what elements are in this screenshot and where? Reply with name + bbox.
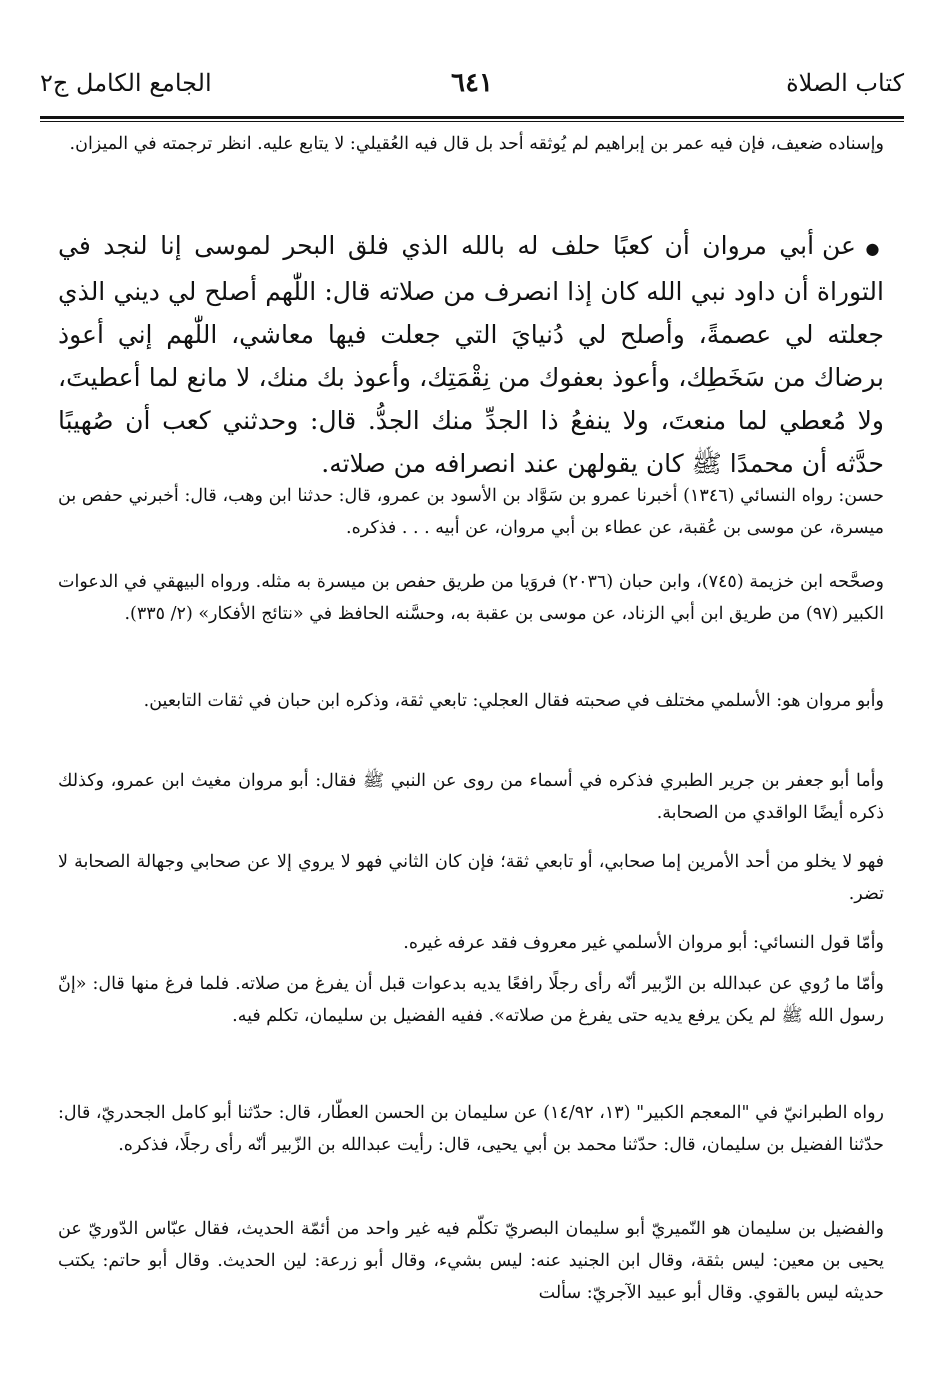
chapter-title: كتاب الصلاة: [786, 69, 904, 97]
paragraph-takhrij-2: وصحَّحه ابن خزيمة (٧٤٥)، وابن حبان (٢٠٣٦) فروَيا من طريق حفص بن ميسرة به مثله. ورواه البيهقي في الدعوات الكبير (٩٧) من طريق ابن أبي الزناد، عن موسى بن عقبة به، وحسَّنه الحافظ في «نتائج الأفكار» (٢/ ٣٣٥).: [58, 572, 885, 624]
paragraph-tabari: وأما أبو جعفر بن جرير الطبري فذكره في أسماء من روى عن النبي ﷺ فقال: أبو مروان مغيث ابن عمرو، وكذلك ذكره أيضًا الواقدي من الصحابة.: [58, 771, 884, 823]
page-number: ٦٤١: [451, 68, 493, 98]
paragraph-tabarani: رواه الطبرانيّ في "المعجم الكبير" (١٣، ١٤/٩٢) عن سليمان بن الحسن العطّار، قال: حدّثنا أبو كامل الجحدريّ، قال: حدّثنا الفضيل بن سليمان، قال: حدّثنا محمد بن أبي يحيى، قال: رأيت عبدالله بن الزّبير أنّه رأى رجلًا، فذكره.: [58, 1103, 885, 1155]
paragraph-nasai: وأمّا قول النسائي: أبو مروان الأسلمي غير معروف فقد عرفه غيره.: [403, 933, 884, 953]
paragraph-abu-marwan: وأبو مروان هو: الأسلمي مختلف في صحبته فقال العجلي: تابعي ثقة، وذكره ابن حبان في ثقات التابعين.: [143, 691, 884, 711]
paragraph-isnad-note: وإسناده ضعيف، فإن فيه عمر بن إبراهيم لم يُوثقه أحد بل قال فيه العُقيلي: لا يتابع عليه. انظر ترجمته في الميزان.: [69, 134, 884, 154]
header-rule-thick: [40, 116, 904, 119]
running-header: [40, 66, 904, 112]
header-rule-thin: [40, 121, 904, 122]
paragraph-takhrij-1: حسن: رواه النسائي (١٣٤٦) أخبرنا عمرو بن سَوَّاد بن الأسود بن عمرو، قال: حدثنا ابن وهب، قال: أخبرني حفص بن ميسرة، عن موسى بن عُقبة، عن عطاء بن أبي مروان، عن أبيه . . . فذكره.: [58, 486, 884, 538]
paragraph-fudail: والفضيل بن سليمان هو النّميريّ أبو سليمان البصريّ تكلّم فيه غير واحد من أئمّة الحديث، فقال عبّاس الدّوريّ عن يحيى بن معين: ليس بثقة، وقال ابن الجنيد عنه: ليس بشيء، وقال أبو زرعة: لين الحديث. وقال أبو حاتم: يكتب حديثه ليس بالقوي. وقال أبو عبيد الآجريّ: سألت: [58, 1219, 884, 1303]
paragraph-hadith-main: [58, 224, 884, 485]
paragraph-conclusion: فهو لا يخلو من أحد الأمرين إما صحابي، أو تابعي ثقة؛ فإن كان الثاني فهو لا يروي إلا عن صحابي وجهالة الصحابة لا تضر.: [58, 852, 884, 904]
bullet-icon: [856, 231, 884, 260]
paragraph-ibn-zubair: وأمّا ما رُوي عن عبدالله بن الزّبير أنّه رأى رجلًا رافعًا يديه بدعوات قبل أن يفرغ من صلاته. فلما فرغ منها قال: «إنّ رسول الله ﷺ لم يكن يرفع يديه حتى يفرغ من صلاته». ففيه الفضيل بن سليمان، تكلم فيه.: [58, 974, 884, 1026]
hadith-text: عن أبي مروان أن كعبًا حلف له بالله الذي فلق البحر لموسى إنا لنجد في التوراة أن داود نبي الله كان إذا انصرف من صلاته قال: اللّٰهم أصلح لي ديني الذي جعلته لي عصمةً، وأصلح لي دُنيايَ التي جعلت فيها معاشي، اللّٰهم إني أعوذ برضاك من سَخَطِك، وأعوذ بعفوك من نِقْمَتِك، وأعوذ بك منك، لا مانع لما أعطيتَ، ولا مُعطي لما منعتَ، ولا ينفعُ ذا الجدِّ منك الجدُّ. قال: وحدثني كعب أن صُهيبًا حدَّثه أن محمدًا ﷺ كان يقولهن عند انصرافه من صلاته.: [58, 231, 884, 478]
book-title: الجامع الكامل ج٢: [40, 69, 212, 97]
